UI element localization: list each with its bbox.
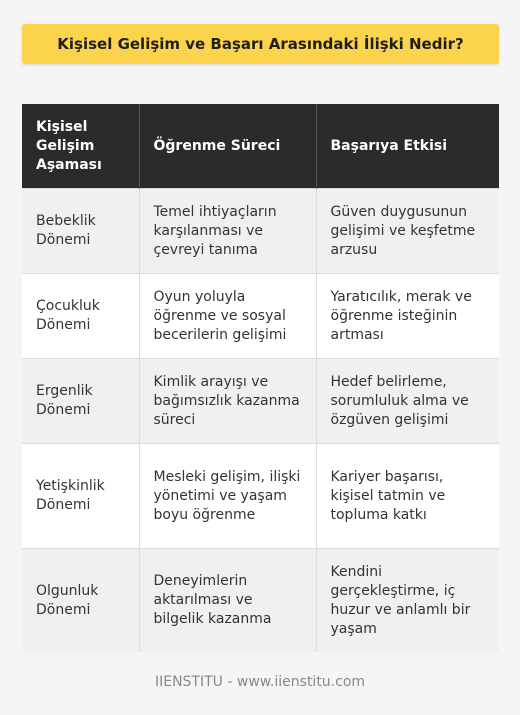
stage-cell: Olgunluk Dönemi [22,549,139,653]
learning-cell: Mesleki gelişim, ilişki yönetimi ve yaşam boyu öğrenme [139,444,316,549]
effect-cell: Güven duygusunun gelişimi ve keşfetme arzusu [316,189,499,274]
stage-cell: Ergenlik Dönemi [22,359,139,444]
column-header-stage: Kişisel Gelişim Aşaması [22,104,139,189]
title-banner [22,24,499,64]
table-row [22,549,499,653]
effect-cell: Kariyer başarısı, kişisel tatmin ve topluma katkı [316,444,499,549]
column-header-effect: Başarıya Etkisi [316,104,499,189]
table-header-row [22,104,499,189]
table-row [22,274,499,359]
stage-cell: Yetişkinlik Dönemi [22,444,139,549]
learning-cell: Oyun yoluyla öğrenme ve sosyal becerilerin gelişimi [139,274,316,359]
learning-cell: Temel ihtiyaçların karşılanması ve çevreyi tanıma [139,189,316,274]
table-row [22,189,499,274]
stage-cell: Çocukluk Dönemi [22,274,139,359]
effect-cell: Kendini gerçekleştirme, iç huzur ve anlamlı bir yaşam [316,549,499,653]
learning-cell: Kimlik arayışı ve bağımsızlık kazanma süreci [139,359,316,444]
column-header-learning: Öğrenme Süreci [139,104,316,189]
page-title: Kişisel Gelişim ve Başarı Arasındaki İlişki Nedir? [57,35,464,53]
stage-cell: Bebeklik Dönemi [22,189,139,274]
effect-cell: Hedef belirleme, sorumluluk alma ve özgüven gelişimi [316,359,499,444]
learning-cell: Deneyimlerin aktarılması ve bilgelik kazanma [139,549,316,653]
footer-credit: IIENSTITU - www.iienstitu.com [154,674,366,690]
table-row [22,359,499,444]
table-row [22,444,499,549]
effect-cell: Yaratıcılık, merak ve öğrenme isteğinin artması [316,274,499,359]
stages-table [22,104,499,652]
